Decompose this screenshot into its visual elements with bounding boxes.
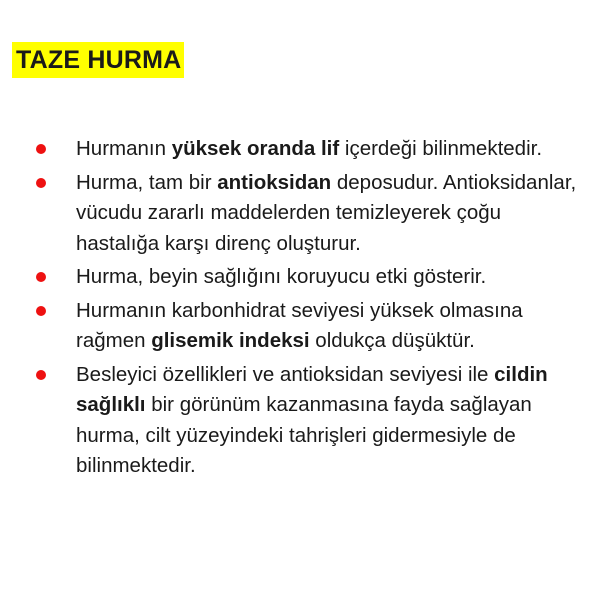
- bullet-list: [32, 134, 580, 485]
- page-title: TAZE HURMA: [12, 42, 184, 78]
- bullet-text: Hurmanın: [76, 137, 172, 160]
- bullet-item: [32, 262, 580, 293]
- bullet-text: bir görünüm kazanmasına fayda sağlayan hurma, cilt yüzeyindeki tahrişleri gidermesiyle de bilinmektedir.: [76, 393, 532, 477]
- bullet-item: [32, 360, 580, 482]
- bullet-text: deposudur. Antioksidanlar, vücudu zararlı maddelerden temizleyerek çoğu hastalığa karşı direnç oluşturur.: [76, 170, 577, 255]
- bullet-dot-icon: [36, 370, 46, 380]
- bullet-text: oldukça düşüktür.: [309, 329, 475, 352]
- bullet-text-bold: glisemik indeksi: [151, 329, 310, 352]
- bullet-text: Hurma, beyin sağlığını koruyucu etki gösterir.: [76, 265, 487, 288]
- bullet-dot-icon: [36, 178, 46, 188]
- bullet-dot-icon: [36, 306, 46, 316]
- bullet-item: [32, 296, 580, 357]
- bullet-text: Hurma, tam bir: [76, 170, 218, 194]
- bullet-text: içerdeği bilinmektedir.: [339, 137, 543, 160]
- bullet-text-bold: yüksek oranda lif: [171, 137, 340, 160]
- bullet-text: Besleyici özellikleri ve antioksidan seviyesi ile: [76, 362, 495, 386]
- bullet-item: [32, 168, 580, 260]
- bullet-dot-icon: [36, 144, 46, 154]
- bullet-text: Hurmanın karbonhidrat seviyesi yüksek olmasına rağmen: [76, 298, 523, 352]
- bullet-text-bold: antioksidan: [217, 170, 332, 194]
- bullet-text-bold: cildin sağlıklı: [76, 362, 548, 416]
- bullet-dot-icon: [36, 272, 46, 282]
- title-container: [12, 42, 184, 78]
- bullet-item: [32, 134, 580, 165]
